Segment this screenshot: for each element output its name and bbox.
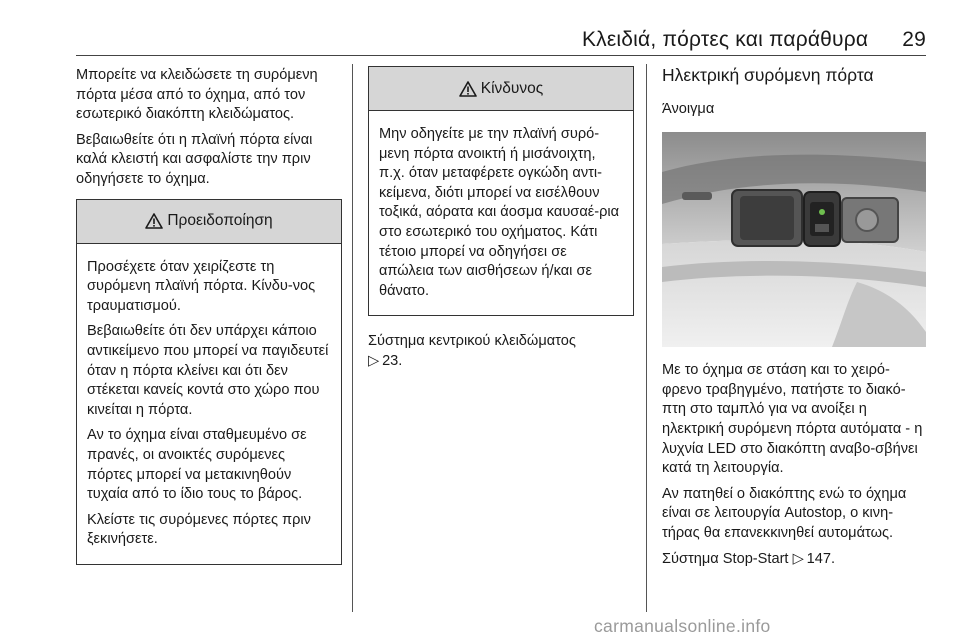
warning-header [77,200,341,244]
xref-page[interactable]: 23. [382,352,403,369]
warning-paragraph: Κλείστε τις συρόμενες πόρτες πριν ξεκινήσετε. [87,511,311,548]
cross-reference [662,550,928,570]
danger-box [368,66,634,316]
column-divider-1 [352,64,353,612]
page-ref-arrow-icon: ▷ [792,550,804,567]
subsection-heading: Άνοιγμα [662,100,715,117]
danger-body [369,111,633,315]
page-ref-arrow-icon: ▷ [368,352,380,369]
warning-triangle-icon [145,213,163,229]
dashboard-switch-photo [662,132,926,347]
warning-body [77,244,341,564]
footer-watermark: carmanualsonline.info [594,616,771,636]
warning-title: Προειδοποίηση [167,212,273,230]
paragraph: Βεβαιωθείτε ότι η πλαϊνή πόρτα είναι καλά κλειστή και ασφαλίστε την πριν οδηγήσετε το όχημα. [76,131,313,187]
cross-reference [368,332,634,371]
paragraph: Με το όχημα σε στάση και το χειρό-φρενο τραβηγμένο, πατήστε το διακό-πτη στο ταμπλό για να ανοίξει η ηλεκτρική συρόμενη πόρτα αυτόματα - η λυχνία LED στο διακόπτη αναβο-σβήνει κατά τη λειτουργία. [662,362,923,477]
xref-text: Σύστημα Stop-Start [662,550,789,567]
column-3 [662,66,928,575]
danger-title: Κίνδυνος [480,79,544,97]
xref-page[interactable]: 147. [806,550,836,567]
page-header [76,28,926,52]
header-divider [76,55,926,56]
danger-header [369,67,633,111]
column-2 [368,66,634,378]
warning-paragraph: Βεβαιωθείτε ότι δεν υπάρχει κάποιο αντικείμενο που μπορεί να παγιδευτεί όταν η πόρτα κλείνει και ότι δεν στέκεται κανείς κοντά στο χώρο που κινείται η πόρτα. [87,323,329,418]
column-1 [76,66,342,565]
warning-triangle-icon [459,81,477,97]
chapter-title: Κλειδιά, πόρτες και παράθυρα [581,28,869,51]
warning-box [76,199,342,565]
paragraph: Αν πατηθεί ο διακόπτης ενώ το όχημα είναι σε λειτουργία Autostop, ο κινη-τήρας θα επανεκκινηθεί αυτομάτως. [662,485,907,541]
warning-paragraph: Αν το όχημα είναι σταθμευμένο σε πρανές, οι ανοικτές συρόμενες πόρτες μπορεί να μετακινηθούν τυχαία από το ίδιο τους το βάρος. [87,427,307,503]
page-number: 29 [902,28,926,51]
section-heading: Ηλεκτρική συρόμενη πόρτα [662,65,874,85]
warning-paragraph: Προσέχετε όταν χειρίζεστε τη συρόμενη πλαϊνή πόρτα. Κίνδυ-νος τραυματισμού. [87,258,316,314]
column-divider-2 [646,64,647,612]
xref-text: Σύστημα κεντρικού κλειδώματος [368,333,576,350]
paragraph: Μπορείτε να κλειδώσετε τη συρόμενη πόρτα μέσα από το όχημα, από τον εσωτερικό διακόπτη κλειδώματος. [76,67,318,123]
danger-paragraph: Μην οδηγείτε με την πλαϊνή συρό-μενη πόρτα ανοικτή ή μισάνοιχτη, π.χ. όταν μεταφέρετε ογκώδη αντι-κείμενα, διότι μπορεί να εισέλθουν τοξικά, αόρατα και άοσμα καυσαέ-ρια στο εσωτερικό του οχήματος. Κάτι τέτοιο μπορεί να οδηγήσει σε απώλεια των αισθήσεων ή/και σε θάνατο. [379,126,620,299]
